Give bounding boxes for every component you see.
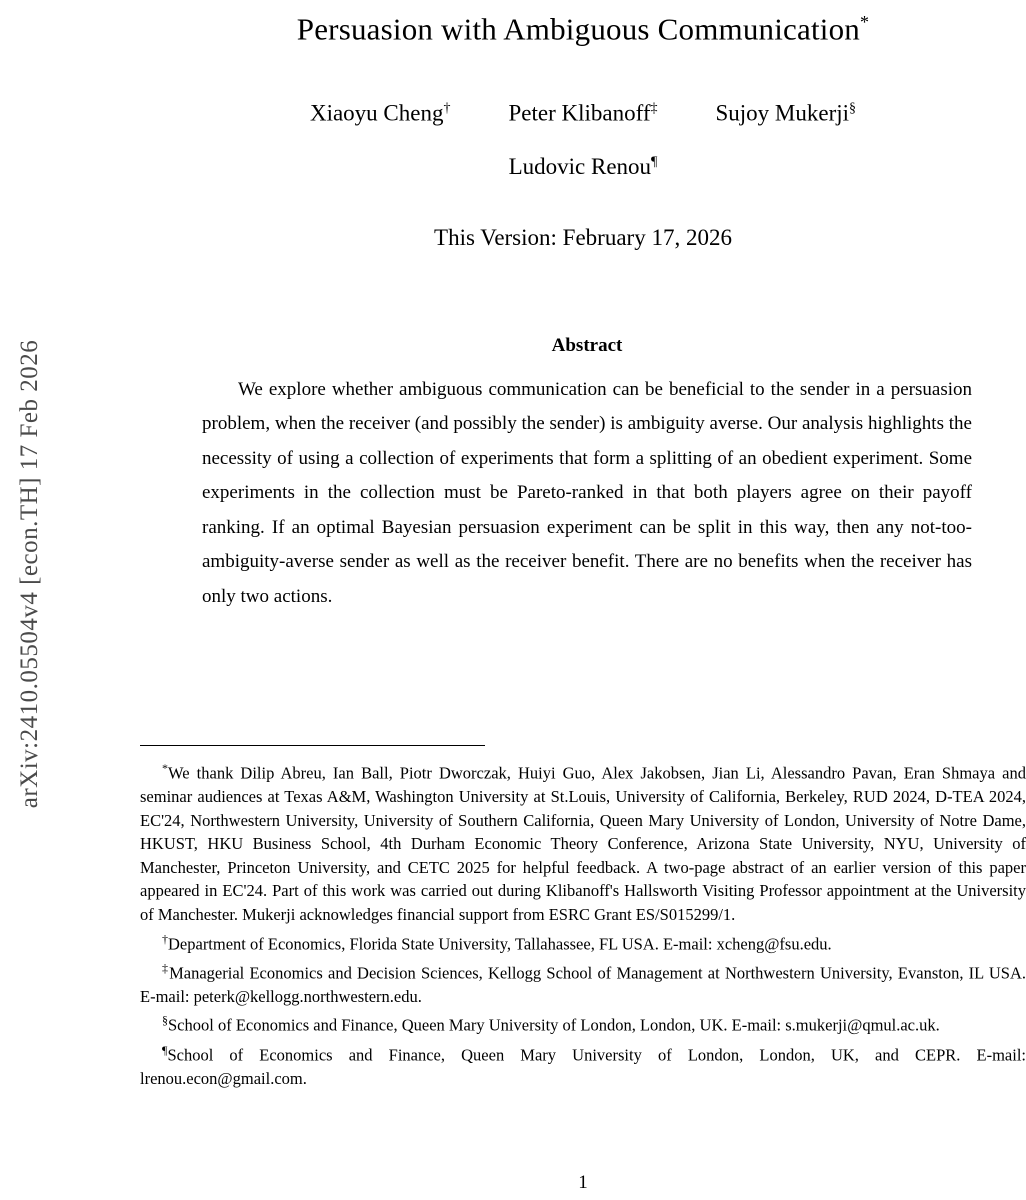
author-row-1 xyxy=(140,91,1026,132)
footnote-1-marker: * xyxy=(162,761,168,775)
footnote-2-text: Department of Economics, Florida State University, Tallahassee, FL USA. E-mail: xcheng@fsu.edu. xyxy=(168,934,832,954)
footnote-1-text: We thank Dilip Abreu, Ian Ball, Piotr Dworczak, Huiyi Guo, Alex Jakobsen, Jian Li, Alessandro Pavan, Eran Shmaya and seminar audiences at Texas A&M, Washington University at St.Louis, University of California, Berkeley, RUD 2024, D-TEA 2024, EC'24, Northwestern University, University of Southern California, Queen Mary University of London, University of Notre Dame, HKUST, HKU Business School, 4th Durham Economic Theory Conference, Arizona State University, NYU, University of Manchester, Princeton University, and CETC 2025 for helpful feedback. A two-page abstract of an earlier version of this paper appeared in EC'24. Part of this work was carried out during Klibanoff's Hallsworth Visiting Professor appointment at the University of Manchester. Mukerji acknowledges financial support from ESRC Grant ES/S015299/1. xyxy=(140,763,1026,925)
author-1-marker: † xyxy=(443,101,451,117)
footnote-3 xyxy=(140,957,1026,1009)
footnote-3-text: Managerial Economics and Decision Sciences, Kellogg School of Management at Northwestern University, Evanston, IL USA. E-mail: peterk@kellogg.northwestern.edu. xyxy=(140,963,1026,1006)
paper-content xyxy=(140,0,1026,1193)
author-1-name: Xiaoyu Cheng xyxy=(309,100,444,126)
footnote-2-marker: † xyxy=(162,931,168,946)
footnote-3-marker: ‡ xyxy=(162,960,170,975)
footnote-4-text: School of Economics and Finance, Queen Mary University of London, London, UK. E-mail: s.mukerji@qmul.ac.uk. xyxy=(168,1015,940,1035)
footnote-4 xyxy=(140,1009,1026,1037)
author-2-marker: ‡ xyxy=(650,101,658,117)
abstract-section xyxy=(202,335,972,615)
author-2 xyxy=(508,91,657,132)
author-row-2 xyxy=(140,144,1026,185)
footnote-5-text: School of Economics and Finance, Queen Mary University of London, London, UK, and CEPR. E-mail: lrenou.econ@gmail.com. xyxy=(140,1045,1026,1088)
abstract-heading: Abstract xyxy=(551,334,623,356)
footnote-list xyxy=(140,757,1026,1091)
arxiv-stamp-text: arXiv:2410.05504v4 [econ.TH] 17 Feb 2026 xyxy=(16,339,43,809)
author-2-name: Peter Klibanoff xyxy=(508,100,651,126)
author-3 xyxy=(716,91,857,132)
footnote-4-marker: § xyxy=(162,1013,168,1028)
footnote-1 xyxy=(140,757,1026,927)
author-4 xyxy=(509,154,658,179)
abstract-body: We explore whether ambiguous communication can be beneficial to the sender in a persuasion problem, when the receiver (and possibly the sender) is ambiguity averse. Our analysis highlights the necessity of using a collection of experiments that form a splitting of an obedient experiment. Some experiments in the collection must be Pareto-ranked in that both players agree on their payoff ranking. If an optimal Bayesian persuasion experiment can be split in this way, then any not-too-ambiguity-averse sender as well as the receiver benefit. There are no benefits when the receiver has only two actions. xyxy=(202,378,972,607)
author-1 xyxy=(310,91,451,132)
version-line: This Version: February 17, 2026 xyxy=(434,224,732,250)
page-number: 1 xyxy=(578,1172,588,1193)
author-4-marker: ¶ xyxy=(651,153,658,169)
author-3-name: Sujoy Mukerji xyxy=(715,100,850,126)
title-text: Persuasion with Ambiguous Communication xyxy=(296,11,860,47)
author-4-name: Ludovic Renou xyxy=(508,153,652,179)
author-3-marker: § xyxy=(849,101,857,117)
page-title xyxy=(140,2,1026,49)
arxiv-stamp xyxy=(0,0,60,1200)
author-list xyxy=(140,91,1026,184)
footnote-divider xyxy=(140,745,485,746)
footnote-5 xyxy=(140,1039,1026,1091)
footnote-2 xyxy=(140,928,1026,956)
footnote-5-marker: ¶ xyxy=(162,1042,168,1057)
title-footnote-marker: * xyxy=(860,12,870,32)
